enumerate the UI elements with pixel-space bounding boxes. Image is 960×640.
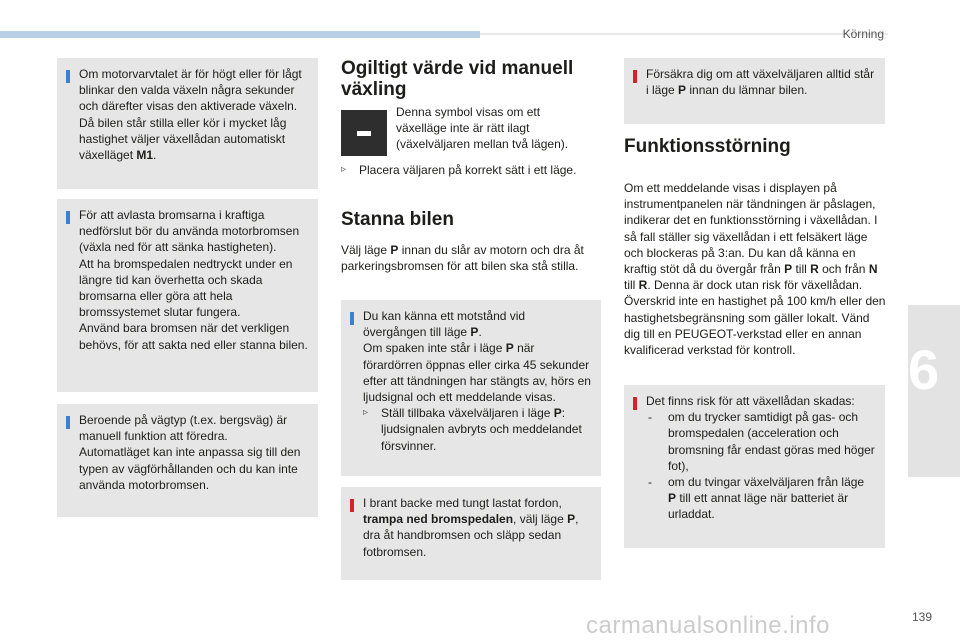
heading-malfunction: Funktionsstörning: [624, 136, 791, 157]
info-icon: [350, 312, 354, 325]
warning-box-leave-vehicle: Försäkra dig om att växelväljaren alltid står i läge P innan du lämnar bilen.: [624, 58, 885, 124]
header-accent-bar: [0, 31, 480, 38]
page-number: 139: [912, 610, 933, 624]
chapter-number: 6: [908, 338, 940, 401]
list-item: - om du trycker samtidigt på gas- och bromspedalen (acceleration och bromsning får endast göras med höger fot),: [648, 410, 875, 473]
info-box-engine-speed: Om motorvarvtalet är för högt eller för lågt blinkar den valda växeln några sekunder och därefter visas den aktiverade växeln. Då bilen står stilla eller kör i mycket låg hastighet väljer växellådan automatiskt växelläget M1.: [57, 58, 318, 189]
instruction-bullet: ▹ Placera väljaren på korrekt sätt i ett läge.: [341, 163, 577, 177]
gear-dash-symbol-icon: [341, 110, 387, 156]
info-icon: [66, 416, 70, 429]
warning-icon: [350, 499, 354, 512]
warning-box-steep-slope: I brant backe med tungt lastat fordon, trampa ned bromspedalen, välj läge P, dra åt handbromsen och släpp sedan fotbromsen.: [341, 487, 601, 580]
warning-icon: [633, 70, 637, 83]
info-icon: [66, 211, 70, 224]
stopping-paragraph: Välj läge P innan du slår av motorn och dra åt parkeringsbromsen för att bilen ska stå stilla.: [341, 243, 584, 274]
list-item: - om du tvingar växelväljaren från läge P till ett annat läge när batteriet är urladdat.: [648, 475, 865, 522]
heading-stopping: Stanna bilen: [341, 209, 454, 230]
watermark: carmanualsonline.info: [586, 612, 830, 639]
warning-box-gearbox-damage: Det finns risk för att växellådan skadas: - om du trycker samtidigt på gas- och bromspedalen (acceleration och bromsning får endast göras med höger fot), - om du tvingar växelväljaren från läge P till ett annat läge när batteriet är urladdat.: [624, 385, 885, 548]
info-icon: [66, 70, 70, 83]
section-title: Körning: [842, 27, 884, 41]
info-box-park-resistance: Du kan känna ett motstånd vid övergången till läge P. Om spaken inte står i läge P när förardörren öppnas eller cirka 45 sekunder efter att tändningen har stängts av, hörs en ljudsignal och ett meddelande visas. ▹ Ställ tillbaka växelväljaren i läge P: ljudsignalen avbryts och meddelandet försvinner.: [341, 300, 601, 476]
heading-invalid-value: Ogiltigt värde vid manuell växling: [341, 58, 574, 100]
symbol-description: Denna symbol visas om ett växelläge inte är rätt ilagt (växelväljaren mellan två lägen).: [396, 105, 569, 152]
info-box-manual-mode: Beroende på vägtyp (t.ex. bergsväg) är manuell funktion att föredra. Automatläget kan inte anpassa sig till den typen av vägförhållanden och du kan inte använda motorbromsen.: [57, 404, 318, 517]
warning-icon: [633, 397, 637, 410]
header-rule: [480, 33, 888, 35]
info-box-engine-braking: För att avlasta bromsarna i kraftiga nedförslut bör du använda motorbromsen (växla ned för att sänka hastigheten). Att ha bromspedalen nedtryckt under en längre tid kan överhetta och skada bromsarna eller göra att hela bromssystemet slutar fungera. Använd bara bromsen när det verkligen behövs, för att sakta ned eller stanna bilen.: [57, 199, 318, 392]
malfunction-paragraph: Om ett meddelande visas i displayen på instrumentpanelen när tändningen är påslagen, indikerar det en funktionsstörning i växellådan. I så fall ställer sig växellådan i ett felsäkert läge och blockeras på 3:an. Du kan då känna en kraftig stöt då du övergår från P till R och från N till R. Denna är dock utan risk för växellådan. Överskrid inte en hastighet på 100 km/h eller den hastighetsbegränsning som gäller lokalt. Vänd dig till en PEUGEOT-verkstad eller en annan kvalificerad verkstad för kontroll.: [624, 181, 886, 358]
bullet-arrow-icon: ▹: [363, 407, 369, 419]
bullet-arrow-icon: ▹: [341, 164, 347, 175]
